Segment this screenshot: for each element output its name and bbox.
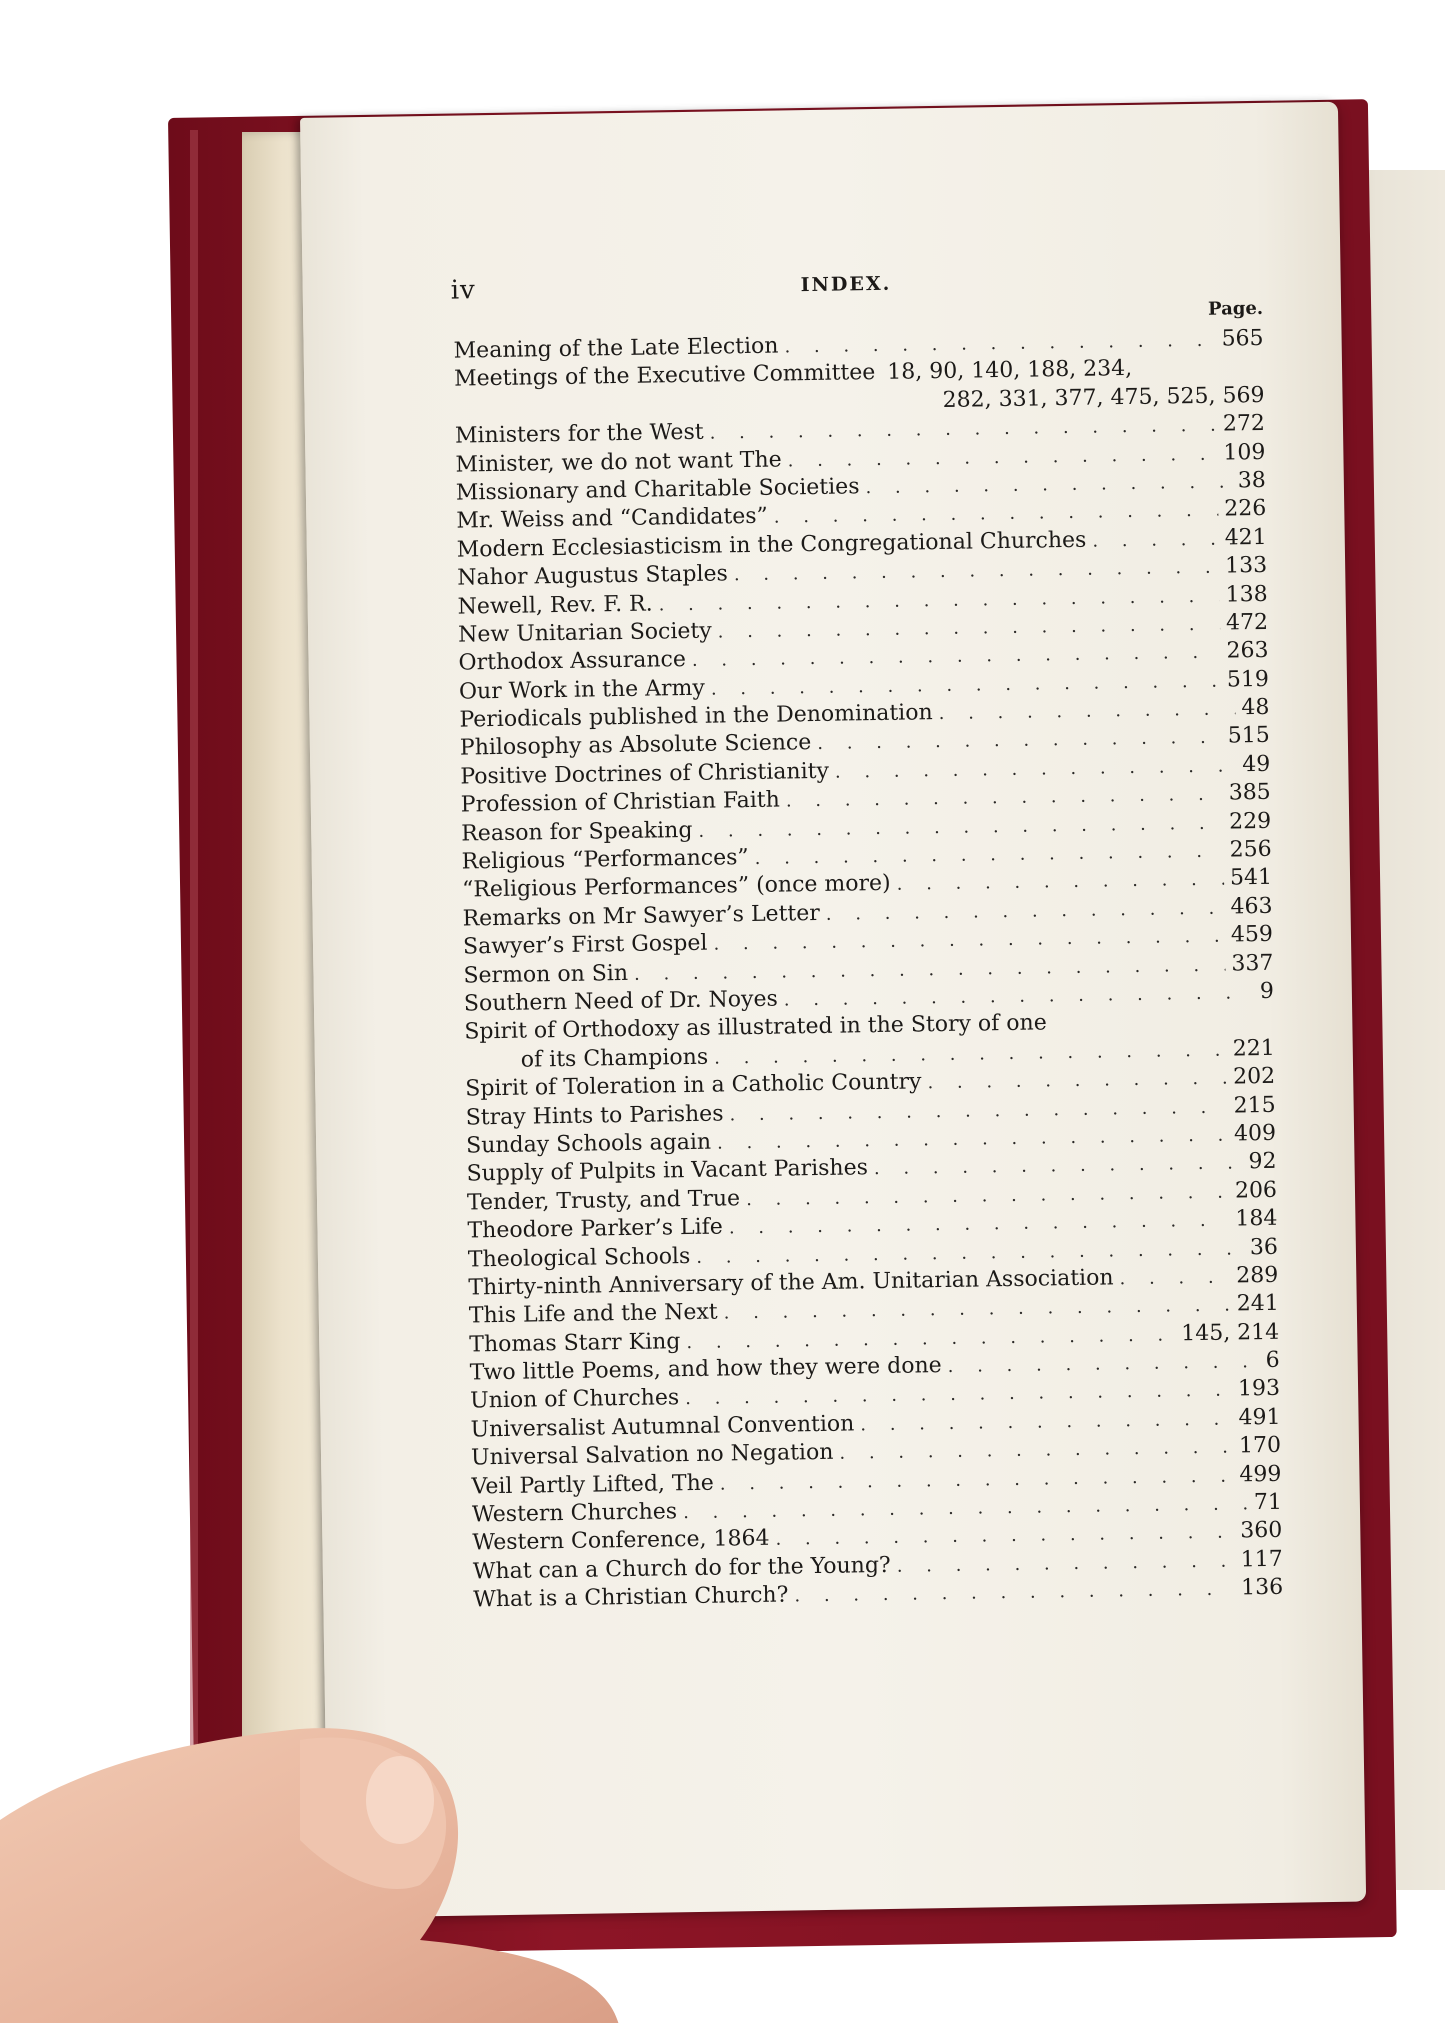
entry-title: Nahor Augustus Staples xyxy=(457,561,729,591)
dot-leader xyxy=(1092,525,1219,555)
entry-pages: 541 xyxy=(1229,865,1273,891)
entry-pages: 272 xyxy=(1222,411,1266,437)
entry-title: Thirty-ninth Anniversary of the Am. Unitarian Association xyxy=(468,1265,1114,1301)
entry-title: Theological Schools xyxy=(467,1243,691,1273)
entry-pages: 109 xyxy=(1223,439,1266,466)
entry-pages: 472 xyxy=(1225,609,1269,636)
entry-title: Meetings of the Executive Committee xyxy=(453,360,876,393)
entry-title: Philosophy as Absolute Science xyxy=(459,730,812,762)
entry-title: Profession of Christian Faith xyxy=(460,787,781,818)
entry-title: Modern Ecclesiasticism in the Congregational Churches xyxy=(456,527,1087,563)
entry-title: Veil Partly Lifted, The xyxy=(471,1470,714,1500)
entry-pages: 515 xyxy=(1227,723,1271,749)
entry-pages: 136 xyxy=(1241,1574,1284,1601)
entry-pages: 226 xyxy=(1224,496,1267,522)
entry-title: Our Work in the Army xyxy=(458,675,706,705)
entry-title: Periodicals published in the Denomination xyxy=(459,700,933,733)
entry-title: What can a Church do for the Young? xyxy=(472,1552,891,1585)
entry-title: Theodore Parker’s Life xyxy=(467,1214,724,1244)
page-header xyxy=(450,263,1251,316)
entry-pages: 36 xyxy=(1249,1234,1279,1260)
entry-title: Universalist Autumnal Convention xyxy=(470,1411,855,1443)
entry-title: Mr. Weiss and “Candidates” xyxy=(456,504,769,534)
entry-title: New Unitarian Society xyxy=(457,618,712,648)
entry-pages: 48 xyxy=(1241,694,1270,721)
entry-pages: 184 xyxy=(1235,1205,1278,1232)
entry-pages: 289 xyxy=(1236,1262,1279,1289)
entry-pages: 229 xyxy=(1228,808,1272,835)
entry-title: Two little Poems, and how they were done xyxy=(469,1353,942,1386)
entry-title: Religious “Performances” xyxy=(461,845,749,875)
entry-title: Universal Salvation no Negation xyxy=(470,1440,834,1471)
entry-pages: 241 xyxy=(1236,1291,1279,1317)
entry-title: Western Conference, 1864 xyxy=(472,1526,770,1556)
dot-leader xyxy=(794,1576,1235,1611)
entry-title: Missionary and Charitable Societies xyxy=(455,474,860,506)
entry-title: Sermon on Sin xyxy=(463,960,629,989)
entry-pages: 215 xyxy=(1233,1092,1276,1119)
entry-pages: 92 xyxy=(1248,1149,1277,1175)
entry-pages: 491 xyxy=(1238,1404,1281,1431)
entry-title: Southern Need of Dr. Noyes xyxy=(463,986,779,1017)
entry-title: Spirit of Orthodoxy as illustrated in the Story of one xyxy=(464,1010,1047,1045)
entry-title: “Religious Performances” (once more) xyxy=(461,871,891,903)
entry-title: Sunday Schools again xyxy=(465,1129,712,1159)
entry-title: of its Champions xyxy=(520,1044,709,1073)
entry-title: Minister, we do not want The xyxy=(455,447,782,478)
entry-pages: 421 xyxy=(1224,524,1267,551)
entry-title: Ministers for the West xyxy=(454,419,704,449)
entry-pages: 202 xyxy=(1232,1063,1276,1090)
entry-pages: 138 xyxy=(1225,581,1268,608)
entry-pages: 263 xyxy=(1226,638,1269,664)
entry-pages: 463 xyxy=(1230,893,1273,920)
entry-title: Orthodox Assurance xyxy=(458,647,687,676)
entry-pages: 49 xyxy=(1242,751,1271,778)
dot-leader xyxy=(1119,1263,1230,1293)
entry-pages: 409 xyxy=(1233,1120,1277,1147)
entry-pages: 18, 90, 140, 188, 234, xyxy=(887,356,1133,386)
cover-spine-edge xyxy=(190,130,198,1940)
entry-pages: 256 xyxy=(1229,836,1272,863)
entry-pages: 221 xyxy=(1232,1035,1275,1062)
entry-title: Reason for Speaking xyxy=(461,817,693,847)
entry-pages: 117 xyxy=(1240,1546,1283,1573)
entry-pages: 385 xyxy=(1228,780,1271,806)
entry-title: Remarks on Mr Sawyer’s Letter xyxy=(462,900,821,932)
running-title: INDEX. xyxy=(800,272,892,297)
folio-number: iv xyxy=(450,275,476,306)
entry-title: Meaning of the Late Election xyxy=(453,333,779,364)
entry-title: Thomas Starr King xyxy=(469,1328,681,1358)
entry-title: What is a Christian Church? xyxy=(473,1582,789,1613)
entry-title: Western Churches xyxy=(471,1499,678,1528)
entry-title: Spirit of Toleration in a Catholic Country xyxy=(465,1069,922,1102)
entry-title: Newell, Rev. F. R. xyxy=(457,591,653,620)
entry-title: Tender, Trusty, and True xyxy=(466,1185,741,1216)
entry-pages: 459 xyxy=(1230,922,1274,948)
entry-pages: 170 xyxy=(1238,1432,1282,1459)
entry-title: This Life and the Next xyxy=(468,1299,718,1329)
entry-pages: 38 xyxy=(1237,467,1267,494)
entry-pages: 133 xyxy=(1224,552,1268,579)
page-column-label: Page. xyxy=(1207,297,1264,320)
index-page xyxy=(300,102,1366,1918)
entry-title: Union of Churches xyxy=(469,1385,680,1414)
entry-pages: 6 xyxy=(1265,1347,1280,1374)
entry-pages: 206 xyxy=(1234,1177,1278,1204)
entry-pages: 145, 214 xyxy=(1181,1319,1280,1346)
entry-pages: 337 xyxy=(1231,950,1274,977)
entry-pages: 565 xyxy=(1221,325,1264,352)
entry-pages: 499 xyxy=(1239,1461,1282,1488)
index-entries xyxy=(453,325,1283,1615)
entry-title: Positive Doctrines of Christianity xyxy=(460,758,830,790)
entry-pages: 519 xyxy=(1226,666,1270,693)
entry-pages: 9 xyxy=(1259,978,1275,1005)
holding-hand-icon xyxy=(0,1700,620,2023)
entry-pages: 282, 331, 377, 475, 525, 569 xyxy=(942,382,1265,413)
entry-title: Supply of Pulpits in Vacant Parishes xyxy=(466,1155,869,1187)
entry-pages: 193 xyxy=(1237,1376,1281,1402)
entry-title: Sawyer’s First Gospel xyxy=(462,930,708,960)
entry-pages: 360 xyxy=(1240,1518,1283,1544)
entry-pages: 71 xyxy=(1253,1489,1283,1516)
entry-title: Stray Hints to Parishes xyxy=(465,1101,724,1131)
